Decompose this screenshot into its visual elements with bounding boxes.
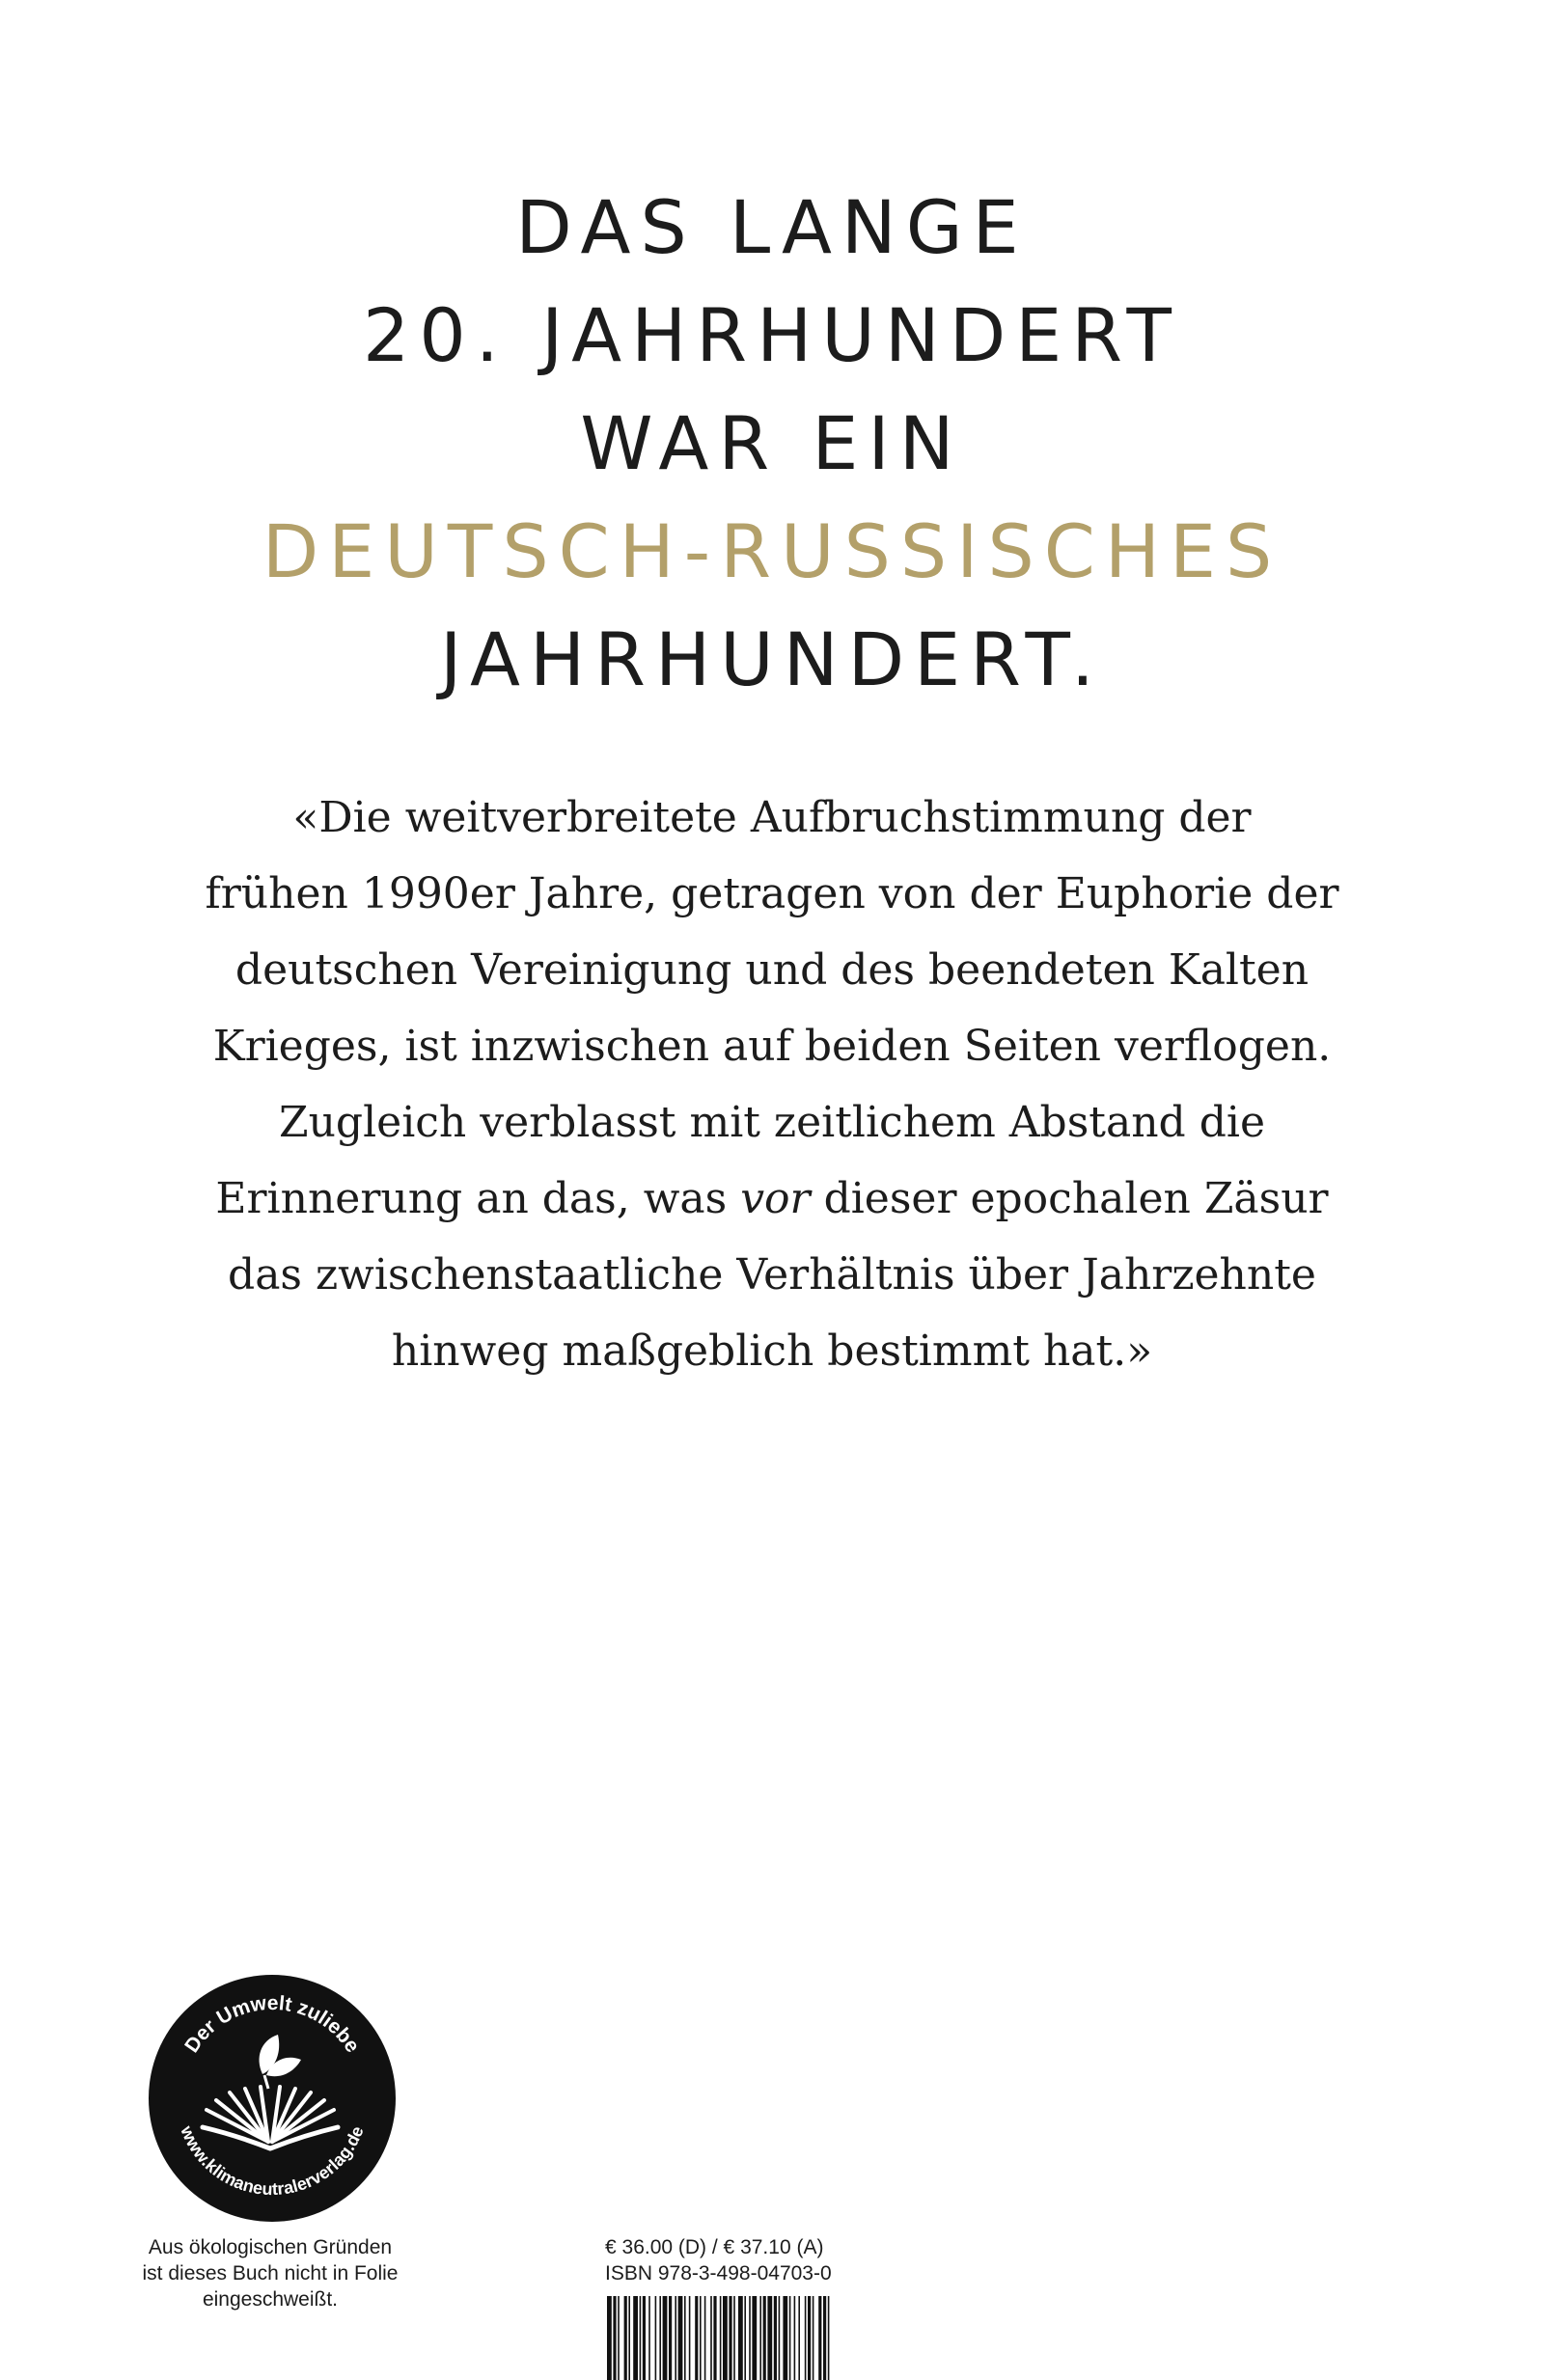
barcode-bar (808, 2296, 811, 2380)
barcode-bar (689, 2296, 691, 2380)
barcode-bar (794, 2296, 796, 2380)
barcode-bar (675, 2296, 676, 2380)
quote-line-1: «Die weitverbreitete Aufbruchstimmung der (292, 793, 1252, 842)
badge-bottom-text: www.klimaneutralerverlag.de (177, 2122, 368, 2200)
headline-line-1: DAS LANGE (515, 184, 1029, 270)
barcode-bar (643, 2296, 646, 2380)
barcode-bar (633, 2296, 638, 2380)
headline-accent-line: DEUTSCH-RUSSISCHES (262, 508, 1282, 594)
barcode-bar (704, 2296, 706, 2380)
barcode-bar (779, 2296, 781, 2380)
barcode-bar (783, 2296, 787, 2380)
quote-emphasis: vor (740, 1174, 811, 1223)
quote-line-6-pre: Erinnerung an das, was (215, 1174, 741, 1223)
quote-block (0, 780, 1544, 1389)
headline (0, 174, 1544, 714)
barcode-bar (684, 2296, 686, 2380)
barcode-bar (805, 2296, 807, 2380)
quote-line-7: das zwischenstaatliche Verhältnis über Jahrzehnte (228, 1250, 1316, 1299)
headline-line-2: 20. JAHRHUNDERT (363, 292, 1181, 378)
barcode-bar (828, 2296, 830, 2380)
quote-line-3: deutschen Vereinigung und des beendeten Kalten (234, 945, 1310, 995)
eco-note-line-3: eingeschweißt. (202, 2288, 339, 2311)
barcode-bar (624, 2296, 627, 2380)
barcode-bar (729, 2296, 731, 2380)
barcode-bar (733, 2296, 735, 2380)
quote-line-5: Zugleich verblasst mit zeitlichem Abstand die (279, 1098, 1265, 1147)
barcode-bar (720, 2296, 722, 2380)
eco-badge (147, 1973, 398, 2224)
barcode-bar (774, 2296, 777, 2380)
barcode-bar (767, 2296, 772, 2380)
barcode-bar (798, 2296, 800, 2380)
quote-line-4: Krieges, ist inzwischen auf beiden Seiten verflogen. (212, 1022, 1332, 1071)
barcode-bar (640, 2296, 642, 2380)
barcode (605, 2296, 938, 2380)
price-text: € 36.00 (D) / € 37.10 (A) (605, 2236, 824, 2258)
barcode-bar (749, 2296, 751, 2380)
barcode-bar (655, 2296, 657, 2380)
barcode-bar (823, 2296, 826, 2380)
eco-note (96, 2234, 444, 2312)
barcode-bar (648, 2296, 650, 2380)
barcode-bar (763, 2296, 766, 2380)
price-block (605, 2234, 832, 2286)
barcode-bar (789, 2296, 791, 2380)
eco-note-line-2: ist dieses Buch nicht in Folie (142, 2262, 399, 2284)
quote-line-8: hinweg maßgeblich bestimmt hat.» (391, 1327, 1153, 1376)
headline-line-3: WAR EIN (580, 400, 964, 486)
barcode-bar (813, 2296, 814, 2380)
barcode-bar (759, 2296, 761, 2380)
quote-line-6 (0, 1161, 1544, 1237)
quote-line-6-post: dieser epochalen Zäsur (810, 1174, 1329, 1223)
barcode-bar (700, 2296, 702, 2380)
barcode-bar (628, 2296, 630, 2380)
barcode-bar (678, 2296, 683, 2380)
barcode-bar (618, 2296, 620, 2380)
barcode-bar (752, 2296, 757, 2380)
barcode-bar (723, 2296, 728, 2380)
eco-note-line-1: Aus ökologischen Gründen (148, 2236, 393, 2258)
barcode-bar (607, 2296, 612, 2380)
barcode-bar (695, 2296, 698, 2380)
badge-top-text: Der Umwelt zuliebe (180, 1991, 364, 2057)
barcode-bar (613, 2296, 616, 2380)
isbn-text: ISBN 978-3-498-04703-0 (605, 2262, 832, 2284)
barcode-bar (818, 2296, 821, 2380)
barcode-bar (710, 2296, 712, 2380)
quote-line-2: frühen 1990er Jahre, getragen von der Euphorie der (205, 869, 1339, 918)
barcode-bar (744, 2296, 746, 2380)
barcode-bar (669, 2296, 672, 2380)
barcode-bar (659, 2296, 661, 2380)
barcode-bar (663, 2296, 668, 2380)
barcode-bar (713, 2296, 716, 2380)
barcode-bar (738, 2296, 743, 2380)
headline-line-5: JAHRHUNDERT. (439, 616, 1105, 702)
